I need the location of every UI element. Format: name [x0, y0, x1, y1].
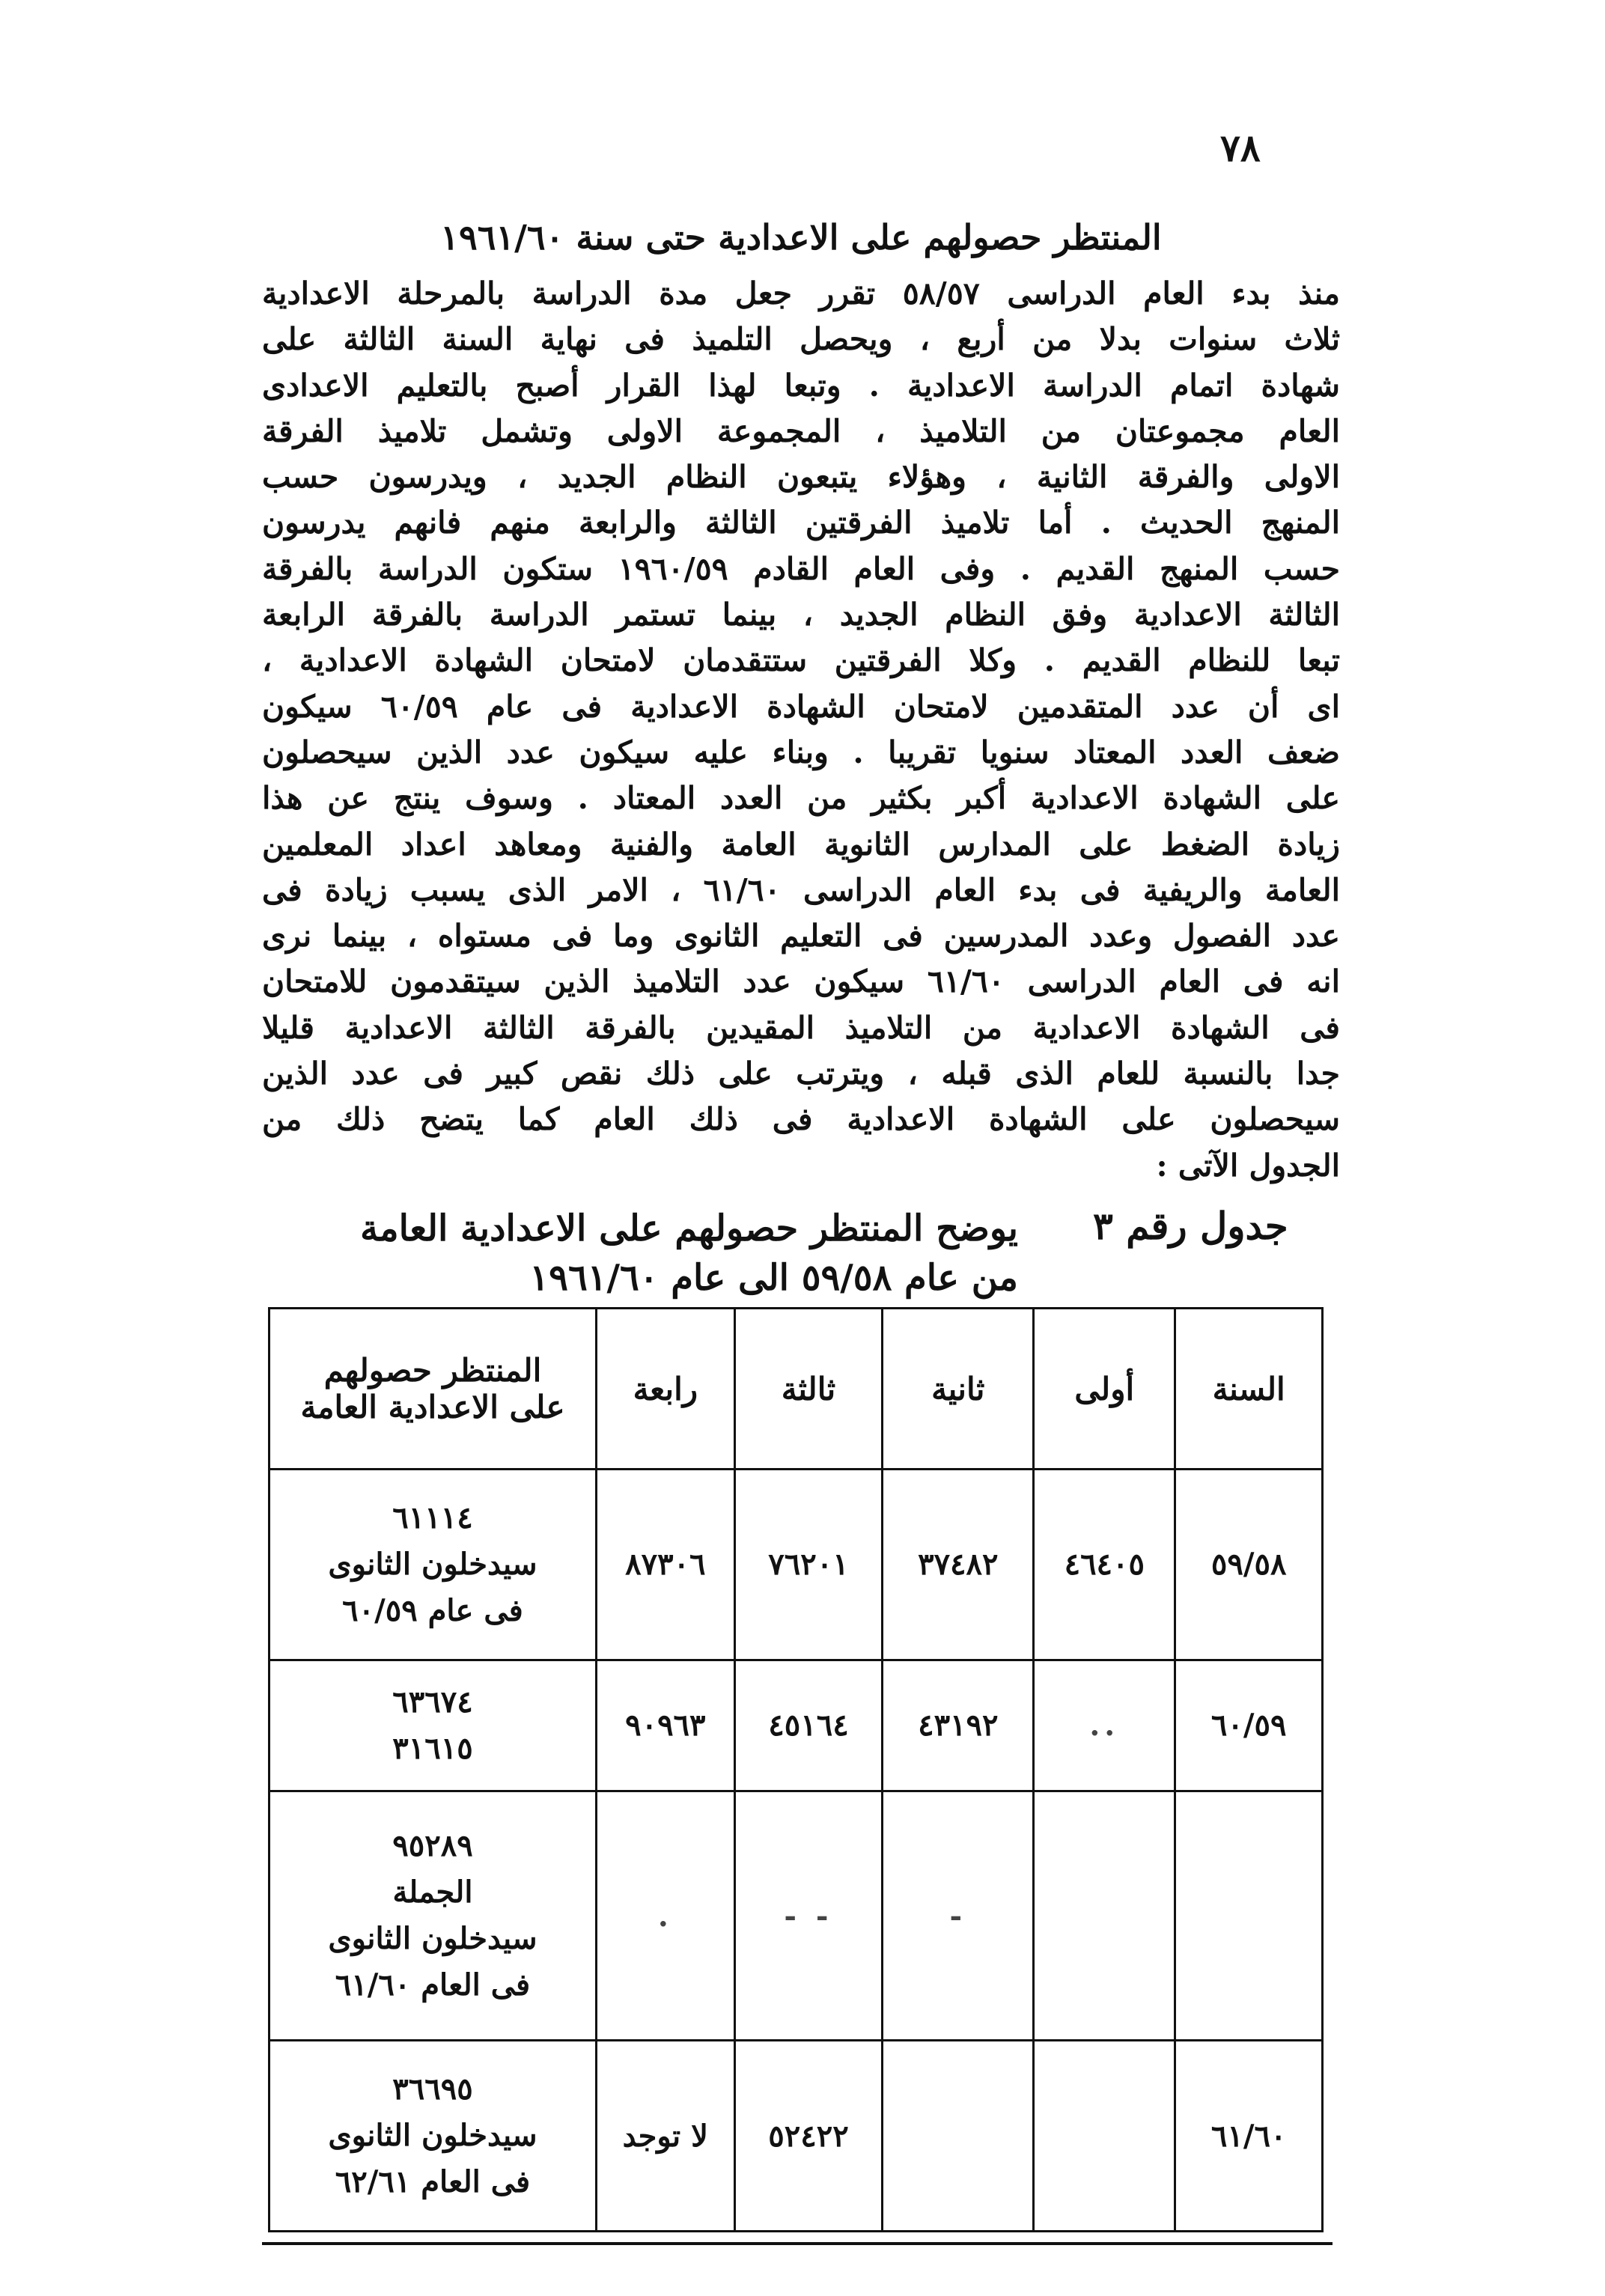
cell-third: ٥٢٤٢٢ [734, 2041, 883, 2232]
cell-fourth: . [596, 1791, 734, 2041]
body-paragraph [262, 271, 1340, 1189]
cell-first [1034, 2041, 1175, 2232]
cell-first [1034, 1791, 1175, 2041]
cell-expected-line: سيدخلون الثانوى [328, 1921, 537, 1957]
page-number: ٧٨ [1220, 126, 1261, 170]
body-line: ثلاث سنوات بدلا من أربع ، ويحصل التلميذ فى نهاية السنة الثالثة على [262, 321, 1340, 358]
body-line: الثالثة الاعدادية وفق النظام الجديد ، بينما تستمر الدراسة بالفرقة الرابعة [262, 597, 1340, 633]
body-line: سيحصلون على الشهادة الاعدادية فى ذلك العام كما يتضح ذلك من [262, 1101, 1340, 1138]
body-line: زيادة الضغط على المدارس الثانوية العامة والفنية ومعاهد اعداد المعلمين [262, 826, 1340, 862]
table-caption [344, 1204, 1018, 1303]
cell-second [883, 2041, 1034, 2232]
body-line: المنهج الحديث . أما تلاميذ الفرقتين الثالثة والرابعة منهم فانهم يدرسون [262, 505, 1340, 541]
header-expected-line: المنتظر حصولهم [323, 1352, 542, 1389]
body-line: منذ بدء العام الدراسى ٥٨/٥٧ تقرر جعل مدة الدراسة بالمرحلة الاعدادية [262, 275, 1340, 311]
cell-fourth: ٨٧٣٠٦ [596, 1470, 734, 1660]
cell-expected-line: فى عام ٦٠/٥٩ [342, 1592, 523, 1628]
cell-expected-line: سيدخلون الثانوى [328, 1546, 537, 1582]
cell-expected [269, 2041, 597, 2232]
cell-expected-line: فى العام ٦٢/٦١ [335, 2164, 531, 2200]
cell-fourth: ٩٠٩٦٣ [596, 1660, 734, 1791]
cell-expected-line: فى العام ٦١/٦٠ [335, 1967, 531, 2003]
cell-expected-line: سيدخلون الثانوى [328, 2118, 537, 2154]
body-line: تبعا للنظام القديم . وكلا الفرقتين ستتقدمان لامتحان الشهادة الاعدادية ، [262, 642, 1340, 679]
table-header-row [269, 1309, 1323, 1470]
cell-third: ٤٥١٦٤ [734, 1660, 883, 1791]
cell-second: - [883, 1791, 1034, 2041]
body-line: اى أن عدد المتقدمين لامتحان الشهادة الاعدادية فى عام ٦٠/٥٩ سيكون [262, 688, 1340, 725]
cell-fourth: لا توجد [596, 2041, 734, 2232]
cell-year: ٦١/٦٠ [1175, 2041, 1323, 2232]
table-caption-line: من عام ٥٩/٥٨ الى عام ١٩٦١/٦٠ [529, 1257, 1018, 1299]
table-row [269, 1470, 1323, 1660]
body-line: العامة والريفية فى بدء العام الدراسى ٦١/٦٠ ، الامر الذى يسبب زيادة فى [262, 871, 1340, 908]
body-line: العام مجموعتان من التلاميذ ، المجموعة الاولى وتشمل تلاميذ الفرقة [262, 412, 1340, 449]
body-line: ضعف العدد المعتاد سنويا تقريبا . وبناء عليه سيكون عدد الذين سيحصلون [262, 734, 1340, 770]
header-expected [269, 1309, 597, 1470]
header-year: السنة [1175, 1309, 1323, 1470]
body-line: عدد الفصول وعدد المدرسين فى التعليم الثانوى وما فى مستواه ، بينما نرى [262, 918, 1340, 954]
header-first: أولى [1034, 1309, 1175, 1470]
table-number-label: جدول رقم ٣ [1093, 1204, 1288, 1248]
cell-expected-line: ٩٥٢٨٩ [392, 1828, 473, 1864]
table-row [269, 2041, 1323, 2232]
header-second: ثانية [883, 1309, 1034, 1470]
cell-expected [269, 1470, 597, 1660]
body-line: انه فى العام الدراسى ٦١/٦٠ سيكون عدد التلاميذ الذين سيتقدمون للامتحان [262, 963, 1340, 1000]
body-line: الجدول الآتى : [1156, 1147, 1340, 1184]
cell-expected-line: ٣٦٦٩٥ [392, 2071, 473, 2107]
cell-expected [269, 1791, 597, 2041]
section-heading: المنتظر حصولهم على الاعدادية حتى سنة ١٩٦١/٦٠ [440, 217, 1162, 258]
cell-third: ٧٦٢٠١ [734, 1470, 883, 1660]
table-row [269, 1791, 1323, 2041]
cell-second: ٣٧٤٨٢ [883, 1470, 1034, 1660]
cell-first: .. [1034, 1660, 1175, 1791]
header-fourth: رابعة [596, 1309, 734, 1470]
cell-expected-line: ٣١٦١٥ [392, 1730, 473, 1766]
cell-expected-line: ٦١١١٤ [392, 1499, 473, 1535]
cell-third: - - [734, 1791, 883, 2041]
table-caption-line: يوضح المنتظر حصولهم على الاعدادية العامة [360, 1208, 1018, 1249]
header-third: ثالثة [734, 1309, 883, 1470]
body-line: على الشهادة الاعدادية أكبر بكثير من العدد المعتاد . وسوف ينتج عن هذا [262, 780, 1340, 817]
cell-expected-line: الجملة [392, 1875, 473, 1910]
cell-first: ٤٦٤٠٥ [1034, 1470, 1175, 1660]
cell-expected [269, 1660, 597, 1791]
body-line: شهادة اتمام الدراسة الاعدادية . وتبعا لهذا القرار أصبح بالتعليم الاعدادى [262, 367, 1340, 404]
cell-expected-line: ٦٣٦٧٤ [392, 1684, 473, 1720]
data-table-container [268, 1307, 1324, 2232]
header-expected-line: على الاعدادية العامة [300, 1389, 565, 1425]
cell-year: ٥٩/٥٨ [1175, 1470, 1323, 1660]
table-row [269, 1660, 1323, 1791]
cell-year [1175, 1791, 1323, 2041]
cell-second: ٤٣١٩٢ [883, 1660, 1034, 1791]
body-line: جدا بالنسبة للعام الذى قبله ، ويترتب على ذلك نقص كبير فى عدد الذين [262, 1056, 1340, 1092]
body-line: حسب المنهج القديم . وفى العام القادم ١٩٦٠/٥٩ ستكون الدراسة بالفرقة [262, 550, 1340, 587]
bottom-divider [262, 2242, 1333, 2245]
body-line: الاولى والفرقة الثانية ، وهؤلاء يتبعون النظام الجديد ، ويدرسون حسب [262, 459, 1340, 496]
expected-graduates-table [268, 1307, 1324, 2232]
cell-year: ٦٠/٥٩ [1175, 1660, 1323, 1791]
body-line: فى الشهادة الاعدادية من التلاميذ المقيدين بالفرقة الثالثة الاعدادية قليلا [262, 1009, 1340, 1046]
